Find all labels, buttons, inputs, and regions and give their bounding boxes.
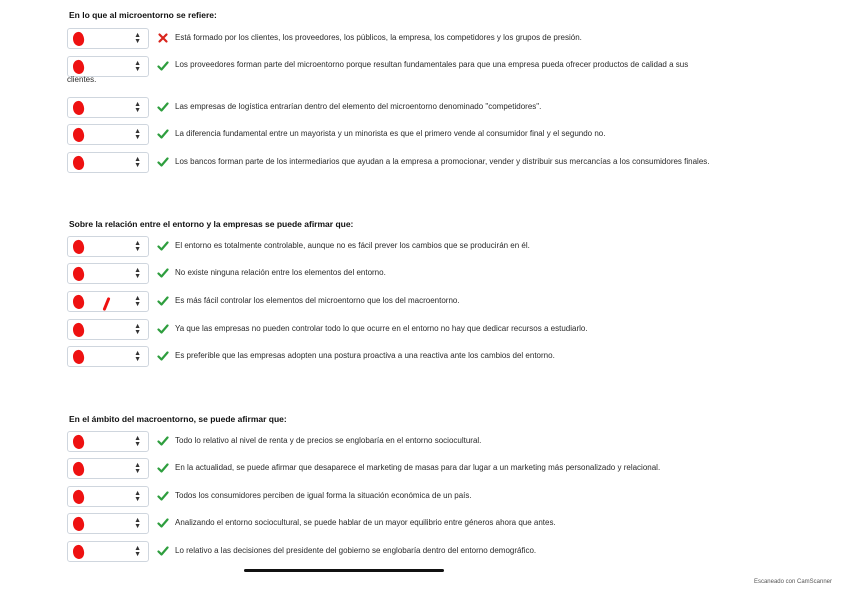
statement-text: Lo relativo a las decisiones del presidente del gobierno se englobaría dentro del entorno demográfico. (175, 546, 537, 555)
redacted-answer-mark (72, 127, 86, 143)
answer-select[interactable] (67, 541, 149, 562)
answer-select[interactable] (67, 124, 149, 145)
updown-arrows-icon: ▲ ▼ (134, 32, 141, 45)
updown-arrows-icon: ▲ ▼ (134, 267, 141, 280)
updown-arrows-icon: ▲ ▼ (134, 101, 141, 114)
question-row (67, 236, 827, 258)
answer-select[interactable] (67, 486, 149, 507)
section-title: En lo que al microentorno se refiere: (69, 10, 217, 20)
statement-text: Ya que las empresas no pueden controlar todo lo que ocurre en el entorno no hay que dedicar recursos a estudiarlo. (175, 324, 588, 333)
question-row (67, 97, 827, 119)
redacted-answer-mark (72, 294, 86, 310)
check-icon (157, 462, 169, 474)
question-row (67, 431, 827, 453)
answer-select[interactable] (67, 263, 149, 284)
redacted-answer-mark (72, 59, 86, 75)
cross-icon (157, 32, 169, 44)
answer-select[interactable] (67, 56, 149, 77)
question-row (67, 291, 827, 313)
statement-text: Está formado por los clientes, los proveedores, los públicos, la empresa, los competidores y los grupos de presión. (175, 33, 582, 42)
answer-select[interactable] (67, 28, 149, 49)
redacted-answer-mark (72, 461, 86, 477)
scrollbar[interactable] (244, 569, 444, 572)
question-row (67, 541, 827, 563)
statement-text: No existe ninguna relación entre los elementos del entorno. (175, 268, 386, 277)
statement-text: Todo lo relativo al nivel de renta y de precios se englobaría en el entorno sociocultural. (175, 436, 482, 445)
check-icon (157, 240, 169, 252)
question-row (67, 486, 827, 508)
question-row (67, 513, 827, 535)
statement-text: Analizando el entorno sociocultural, se puede hablar de un mayor equilibrio entre géneros ahora que antes. (175, 518, 556, 527)
redacted-answer-mark (72, 544, 86, 560)
check-icon (157, 323, 169, 335)
updown-arrows-icon: ▲ ▼ (134, 350, 141, 363)
updown-arrows-icon: ▲ ▼ (134, 295, 141, 308)
updown-arrows-icon: ▲ ▼ (134, 60, 141, 73)
question-row (67, 263, 827, 285)
check-icon (157, 295, 169, 307)
statement-text: Es más fácil controlar los elementos del microentorno que los del macroentorno. (175, 296, 460, 305)
statement-text: Los proveedores forman parte del microentorno porque resultan fundamentales para que una empresa pueda ofrecer productos de calidad a sus (175, 60, 689, 69)
check-icon (157, 60, 169, 72)
statement-text: Las empresas de logística entrarían dentro del elemento del microentorno denominado "competidores". (175, 102, 542, 111)
check-icon (157, 128, 169, 140)
updown-arrows-icon: ▲ ▼ (134, 156, 141, 169)
check-icon (157, 267, 169, 279)
answer-select[interactable] (67, 513, 149, 534)
answer-select[interactable] (67, 458, 149, 479)
updown-arrows-icon: ▲ ▼ (134, 545, 141, 558)
updown-arrows-icon: ▲ ▼ (134, 517, 141, 530)
check-icon (157, 490, 169, 502)
section-title: Sobre la relación entre el entorno y la empresas se puede afirmar que: (69, 219, 354, 229)
check-icon (157, 435, 169, 447)
check-icon (157, 545, 169, 557)
redacted-answer-mark (72, 516, 86, 532)
question-row (67, 319, 827, 341)
question-row (67, 124, 827, 146)
redacted-answer-mark (72, 322, 86, 338)
check-icon (157, 517, 169, 529)
statement-text: La diferencia fundamental entre un mayorista y un minorista es que el primero vende al consumidor final y el segundo no. (175, 129, 606, 138)
statement-text-continued: clientes. (67, 75, 97, 84)
updown-arrows-icon: ▲ ▼ (134, 435, 141, 448)
statement-text: Todos los consumidores perciben de igual forma la situación económica de un país. (175, 491, 472, 500)
answer-select[interactable] (67, 346, 149, 367)
section-title: En el ámbito del macroentorno, se puede afirmar que: (69, 414, 287, 424)
redacted-answer-mark (72, 100, 86, 116)
redacted-answer-mark (72, 266, 86, 282)
redacted-answer-mark (72, 434, 86, 450)
updown-arrows-icon: ▲ ▼ (134, 240, 141, 253)
question-row (67, 28, 827, 50)
footer-watermark: Escaneado con CamScanner (753, 579, 832, 585)
answer-select[interactable] (67, 319, 149, 340)
question-row (67, 346, 827, 368)
statement-text: El entorno es totalmente controlable, aunque no es fácil prever los cambios que se producirán en él. (175, 241, 530, 250)
statement-text: Los bancos forman parte de los intermediarios que ayudan a la empresa a promocionar, vender y distribuir sus mercancías a los consumidores finales. (175, 157, 710, 166)
updown-arrows-icon: ▲ ▼ (134, 462, 141, 475)
redacted-answer-mark (72, 31, 86, 47)
statement-text: Es preferible que las empresas adopten una postura proactiva a una reactiva ante los cambios del entorno. (175, 351, 555, 360)
check-icon (157, 156, 169, 168)
question-row (67, 152, 827, 174)
redacted-answer-mark (72, 349, 86, 365)
redacted-answer-mark (72, 239, 86, 255)
answer-select[interactable] (67, 97, 149, 118)
updown-arrows-icon: ▲ ▼ (134, 323, 141, 336)
question-row (67, 458, 827, 480)
redacted-answer-mark (72, 155, 86, 171)
answer-select[interactable] (67, 431, 149, 452)
statement-text: En la actualidad, se puede afirmar que desaparece el marketing de masas para dar lugar a un marketing más personalizado y relacional. (175, 463, 661, 472)
answer-select[interactable] (67, 236, 149, 257)
answer-select[interactable] (67, 152, 149, 173)
question-row (67, 56, 827, 84)
check-icon (157, 350, 169, 362)
updown-arrows-icon: ▲ ▼ (134, 128, 141, 141)
check-icon (157, 101, 169, 113)
redacted-answer-mark (72, 489, 86, 505)
updown-arrows-icon: ▲ ▼ (134, 490, 141, 503)
